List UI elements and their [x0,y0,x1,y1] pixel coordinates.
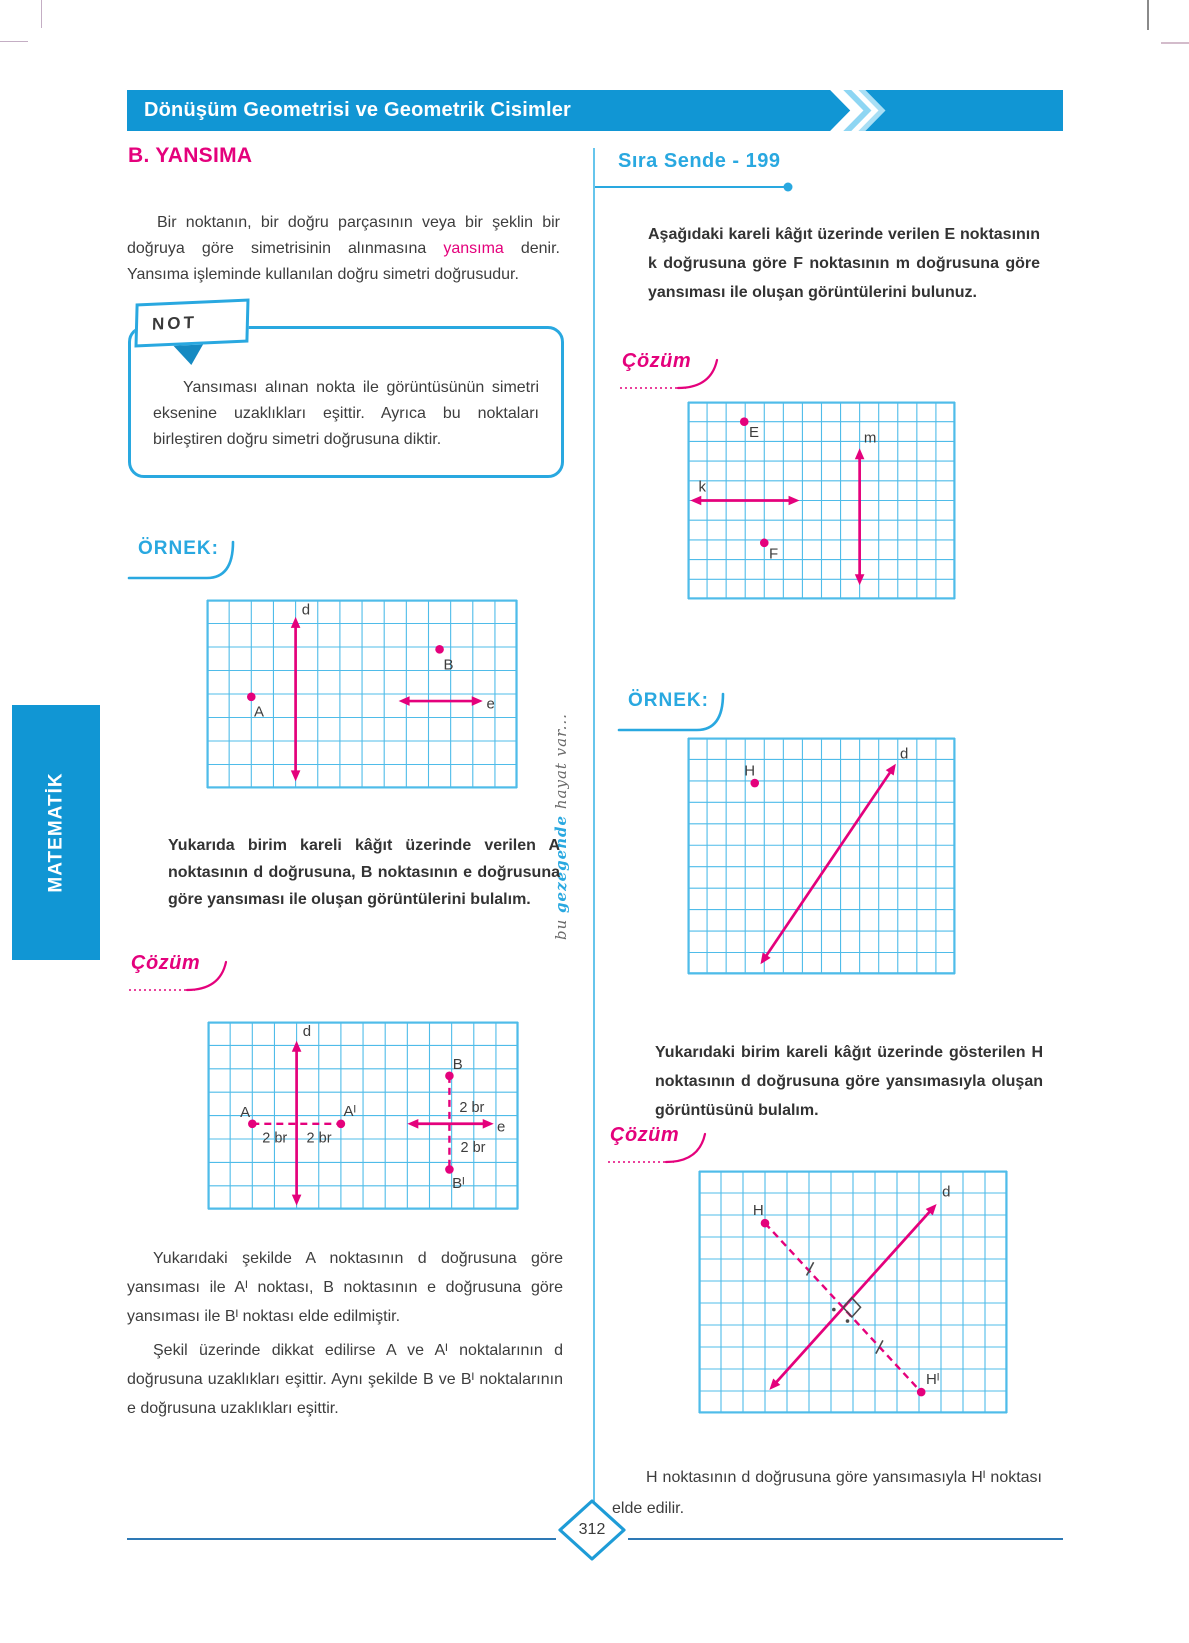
exercise-task-paragraph: Aşağıdaki kareli kâğıt üzerinde verilen E noktasının k doğrusuna göre F noktasının m doğrusuna göre yansıması ile oluşan görüntülerini bulunuz. [648,226,1040,301]
footer-rule-left [127,1538,556,1540]
example-instruction-paragraph: Yukarıda birim kareli kâğıt üzerinde verilen A noktasının d doğrusuna, B noktasının e doğrusuna göre yansıması ile oluşan görüntülerini bulalım. [168,837,560,908]
solution-paragraph-1: Yukarıdaki şekilde A noktasının d doğrusuna göre yansıması ile Aᴵ noktası, B noktasının e doğrusuna göre yansıması ile Bᴵ noktası elde edilmiştir. [127,1250,563,1325]
solution-heading: Çözüm [131,952,201,974]
sidebar-subject-tab [12,705,100,960]
svg-text:d: d [301,601,311,619]
example-heading: ÖRNEK: [138,538,219,559]
example-heading-2: ÖRNEK: [628,690,709,711]
svg-text:e: e [486,695,495,713]
intro-keyword: yansıma [443,240,504,257]
svg-text:e: e [497,1118,506,1136]
exercise-heading: Sıra Sende - 199 [618,150,781,172]
intro-text-pre: Bir noktanın, bir doğru parçasının veya bir şeklin bir doğruya göre simetrisinin alınmasına [127,214,560,257]
crop-mark-top-left-horizontal [0,41,28,42]
crop-mark-top-right-horizontal [1161,42,1189,44]
result-paragraph: H noktasının d doğrusuna göre yansımasıyla Hᴵ noktası elde edilir. [612,1469,1042,1517]
solution-heading-3: Çözüm [610,1124,680,1146]
svg-text:H: H [752,1202,764,1219]
grid-figure-exercise-ef [688,402,955,599]
watermark-highlight: gezegende [552,814,570,913]
svg-text:2 br: 2 br [262,1130,288,1147]
svg-text:Hᴵ: Hᴵ [926,1370,940,1388]
note-label-text: NOT [151,312,198,334]
exercise-heading-underline [593,182,798,196]
svg-text:H: H [744,762,756,780]
crop-mark-top-left-vertical [41,0,42,28]
svg-text:m: m [863,429,877,447]
chevron-right-icon [820,90,915,131]
section-title: B. YANSIMA [128,144,253,167]
crop-mark-top-right-vertical [1147,0,1149,30]
grid-figure-solution-h [699,1171,1007,1413]
svg-text:A: A [253,703,264,721]
note-label-badge [134,298,249,347]
svg-text:Bᴵ: Bᴵ [452,1175,465,1193]
watermark-post: hayat var... [552,713,570,815]
chapter-title: Dönüşüm Geometrisi ve Geometrik Cisimler [144,99,572,121]
svg-text:A: A [240,1103,251,1121]
svg-text:2 br: 2 br [459,1100,485,1117]
svg-text:F: F [769,545,779,563]
svg-text:k: k [698,478,706,496]
watermark-pre: bu [552,912,570,940]
chapter-header-bar [127,90,1063,131]
note-body-text: Yansıması alınan nokta ile görüntüsünün simetri eksenine uzaklıkları eşittir. Ayrıca bu noktaları birleştiren doğru simetri doğrusuna diktir. [153,379,539,448]
svg-text:B: B [443,656,454,674]
solution-heading-2: Çözüm [622,350,692,372]
svg-text:2 br: 2 br [306,1130,332,1147]
solution-paragraph-2: Şekil üzerinde dikkat edilirse A ve Aᴵ noktalarının d doğrusuna uzaklıkları eşittir. Aynı şekilde B ve Bᴵ noktalarının e doğrusuna uzaklıkları eşittir. [127,1342,563,1417]
footer-rule-right [628,1538,1063,1540]
sidebar-subject-label: MATEMATİK [45,772,66,893]
grid-figure-solution-ab [208,1022,518,1209]
column-divider [593,148,595,1502]
grid-figure-example-ab [207,600,517,788]
svg-text:d: d [302,1023,312,1041]
note-callout-box [128,312,564,478]
grid-figure-example-h [688,738,955,974]
svg-text:E: E [749,424,760,442]
intro-text-post: denir. Yansıma işleminde kullanılan doğru simetri doğrusudur. [127,240,561,283]
example-2-instruction-paragraph: Yukarıdaki birim kareli kâğıt üzerinde gösterilen H noktasının d doğrusuna göre yansımasıyla oluşan görüntüsünü bulalım. [655,1044,1043,1119]
svg-text:B: B [452,1055,463,1073]
svg-text:2 br: 2 br [460,1139,486,1156]
page-number: 312 [578,1521,606,1538]
svg-text:d: d [900,745,909,763]
svg-text:Aᴵ: Aᴵ [343,1103,357,1121]
svg-text:d: d [942,1183,951,1201]
intro-paragraph [127,210,560,288]
